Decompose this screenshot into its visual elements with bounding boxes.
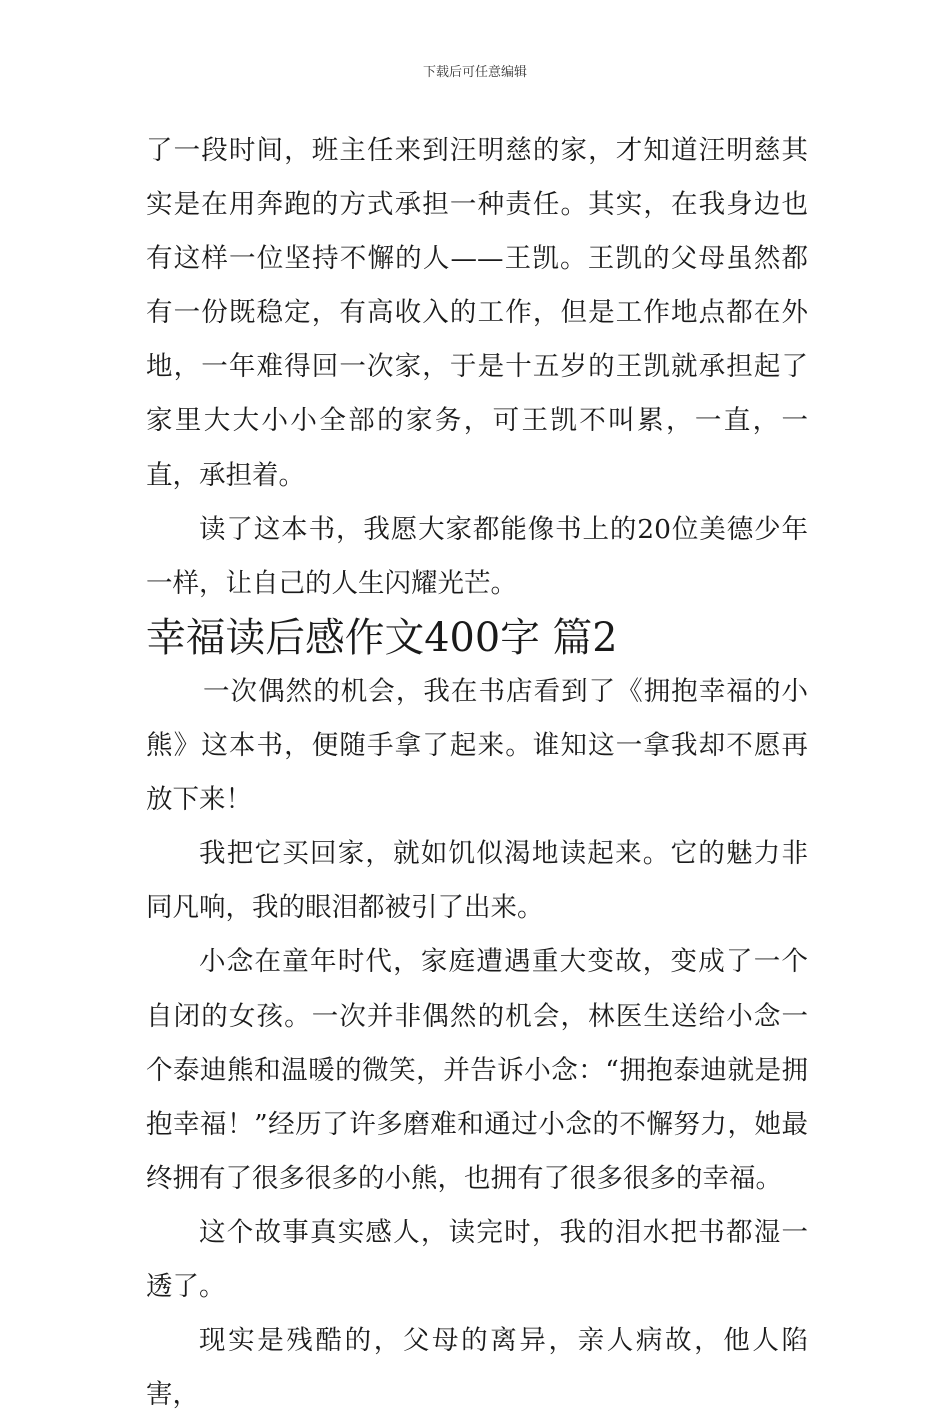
paragraph-7: 现实是残酷的，父母的离异，亲人病故，他人陷害， bbox=[146, 1325, 808, 1411]
paragraph-3: 一次偶然的机会，我在书店看到了《拥抱幸福的小熊》这本书，便随手拿了起来。谁知这一拿我却不愿再放下来！ bbox=[146, 675, 808, 816]
paragraph-4: 我把它买回家，就如饥似渴地读起来。它的魅力非同凡响，我的眼泪都被引了出来。 bbox=[146, 838, 808, 924]
document-body bbox=[146, 124, 808, 1422]
paragraph-6: 这个故事真实感人，读完时，我的泪水把书都湿一透了。 bbox=[146, 1216, 808, 1302]
paragraph-2: 读了这本书，我愿大家都能像书上的20位美德少年一样，让自己的人生闪耀光芒。 bbox=[146, 513, 808, 599]
paragraph-5: 小念在童年时代，家庭遭遇重大变故，变成了一个自闭的女孩。一次并非偶然的机会，林医生送给小念一个泰迪熊和温暖的微笑，并告诉小念：“拥抱泰迪就是拥抱幸福！”经历了许多磨难和通过小念的不懈努力，她最终拥有了很多很多的小熊，也拥有了很多很多的幸福。 bbox=[146, 946, 808, 1194]
page-header-note: 下载后可任意编辑 bbox=[422, 65, 527, 80]
paragraph-1: 了一段时间，班主任来到汪明慈的家，才知道汪明慈其实是在用奔跑的方式承担一种责任。其实，在我身边也有这样一位坚持不懈的人——王凯。王凯的父母虽然都有一份既稳定，有高收入的工作，但是工作地点都在外地，一年难得回一次家，于是十五岁的王凯就承担起了家里大大小小全部的家务，可王凯不叫累，一直，一直，承担着。 bbox=[146, 135, 808, 491]
section-heading: 幸福读后感作文400字 篇2 bbox=[146, 614, 618, 661]
